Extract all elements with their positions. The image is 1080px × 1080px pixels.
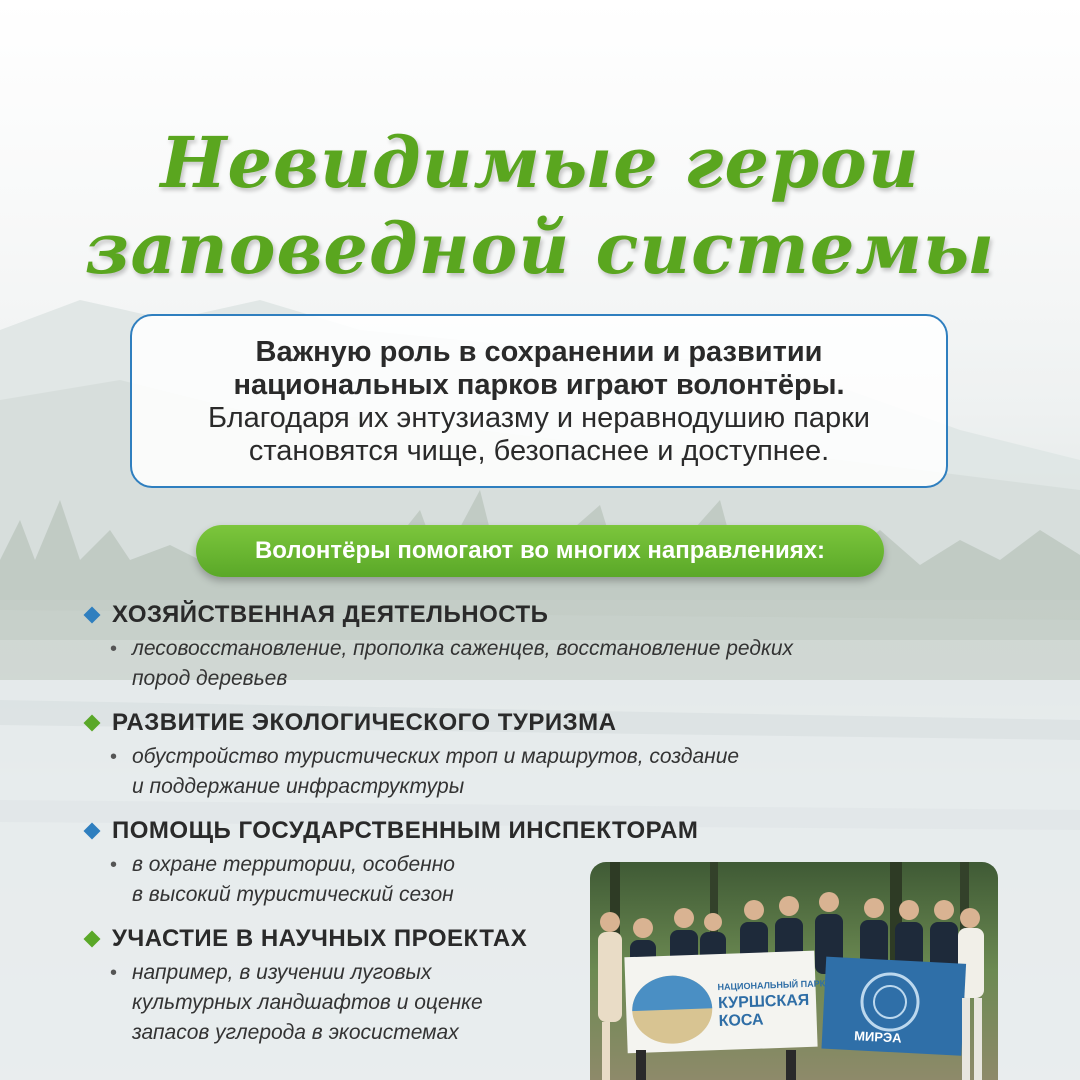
dot-bullet-icon: • [110,962,118,984]
intro-bold-line2: национальных парков играют волонтёры. [233,369,845,401]
page-title-line2: заповедной системы [84,207,996,290]
dot-bullet-icon: • [110,854,118,876]
intro-box [130,314,948,488]
intro-bold-line1: Важную роль в сохранении и развитии [255,336,823,368]
banner-right-text: МИРЭА [853,1028,903,1046]
section-title: ХОЗЯЙСТВЕННАЯ ДЕЯТЕЛЬНОСТЬ [112,601,549,628]
banner-left-line1: НАЦИОНАЛЬНЫЙ ПАРК [717,978,826,993]
section-science-projects [82,922,527,1048]
section-title: РАЗВИТИЕ ЭКОЛОГИЧЕСКОГО ТУРИЗМА [112,709,617,736]
section-title: ПОМОЩЬ ГОСУДАРСТВЕННЫМ ИНСПЕКТОРАМ [112,817,699,844]
directions-pill: Волонтёры помогают во многих направлениях: [196,525,884,577]
section-eco-tourism [82,706,739,802]
section-title: УЧАСТИЕ В НАУЧНЫХ ПРОЕКТАХ [112,925,528,952]
intro-line4: становятся чище, безопаснее и доступнее. [248,435,830,467]
page-title-line1: Невидимые герои [160,121,920,204]
section-description: в охране территории, особенно в высокий туристический сезон [132,853,455,906]
section-description: обустройство туристических троп и маршрутов, создание и поддержание инфраструктуры [132,745,740,798]
section-description: например, в изучении луговых культурных ландшафтов и оценке запасов углерода в экосистемах [132,961,483,1044]
diamond-bullet-icon [84,931,101,948]
dot-bullet-icon: • [110,638,118,660]
diamond-bullet-icon [84,823,101,840]
volunteers-photo [590,862,998,1080]
section-description: лесовосстановление, прополка саженцев, восстановление редких пород деревьев [132,637,794,690]
volunteers-group-illustration [590,862,998,1080]
banner-left-line3: КОСА [718,1011,764,1031]
section-economic-activity [82,598,793,694]
diamond-bullet-icon [84,715,101,732]
diamond-bullet-icon [84,607,101,624]
intro-line3: Благодаря их энтузиазму и неравнодушию парки [207,402,870,434]
banner-left-line2: КУРШСКАЯ [717,991,810,1013]
dot-bullet-icon: • [110,746,118,768]
